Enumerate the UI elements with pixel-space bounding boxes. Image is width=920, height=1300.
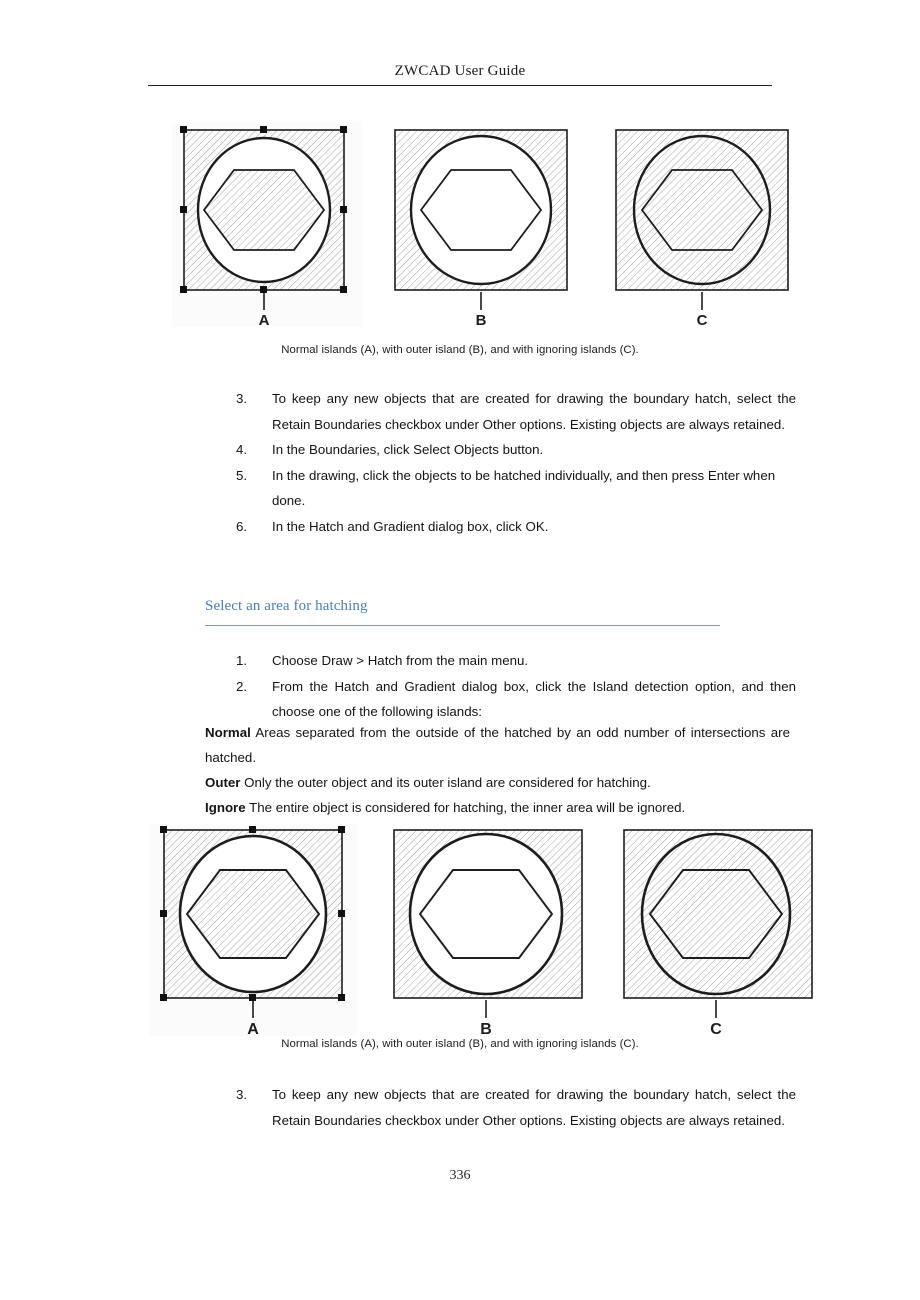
list-item-number: 5. — [236, 467, 248, 483]
list-item — [236, 514, 796, 540]
list-item-number: 3. — [236, 391, 248, 406]
figure-panel-label: B — [480, 1021, 492, 1036]
definition-text: Only the outer object and its outer island are considered for hatching. — [244, 775, 651, 790]
list-item — [236, 437, 796, 463]
list-item — [236, 463, 796, 514]
section-heading-divider — [205, 625, 720, 626]
header-title: ZWCAD User Guide — [394, 63, 526, 79]
figure-panel-c — [604, 122, 804, 327]
list-item-text: From the Hatch and Gradient dialog box, click the Island detection option, and then choose one of the following islands: — [272, 678, 796, 719]
figure-island-detection-top — [172, 122, 804, 327]
definition-outer — [205, 770, 790, 795]
figure-panel-c — [610, 824, 818, 1036]
steps-list-top — [236, 386, 796, 539]
figure-panel-label: A — [247, 1021, 259, 1036]
list-item-number: 6. — [236, 518, 248, 534]
definition-term: Normal — [205, 725, 251, 740]
list-item — [236, 386, 796, 437]
figure-island-detection-bottom — [150, 824, 818, 1036]
list-item-text: In the Hatch and Gradient dialog box, click OK. — [272, 518, 549, 534]
figure-panel-label: C — [710, 1021, 722, 1036]
figure-caption-top: Normal islands (A), with outer island (B), and with ignoring islands (C). — [281, 344, 639, 356]
steps-list-section — [236, 648, 796, 725]
list-item-number: 1. — [236, 653, 248, 668]
definition-text: The entire object is considered for hatching, the inner area will be ignored. — [249, 800, 686, 815]
page-number: 336 — [449, 1168, 471, 1183]
figure-panel-a — [172, 122, 362, 327]
figure-panel-label: B — [475, 312, 487, 327]
page-header — [148, 62, 772, 80]
figure-panel-b — [380, 824, 588, 1036]
list-item-number: 2. — [236, 678, 248, 694]
list-item-text: To keep any new objects that are created for drawing the boundary hatch, select the Retain Boundaries checkbox under Other options. Existing objects are always retained. — [272, 1087, 796, 1128]
figure-panel-b — [383, 122, 583, 327]
list-item-number: 4. — [236, 442, 248, 457]
definition-term: Outer — [205, 775, 241, 790]
section-heading: Select an area for hatching — [205, 598, 368, 614]
figure-panel-a — [150, 824, 358, 1036]
figure-caption-bottom: Normal islands (A), with outer island (B), and with ignoring islands (C). — [281, 1038, 639, 1050]
definition-text: Areas separated from the outside of the hatched by an odd number of intersections are hatched. — [205, 725, 790, 765]
list-item-text: In the Boundaries, click Select Objects button. — [272, 442, 544, 457]
figure-panel-label: A — [258, 312, 270, 327]
steps-list-bottom — [236, 1082, 796, 1133]
list-item-text: Choose Draw > Hatch from the main menu. — [272, 653, 529, 668]
list-item-number: 3. — [236, 1087, 248, 1102]
list-item-text: In the drawing, click the objects to be hatched individually, and then press Enter when done. — [272, 467, 776, 508]
list-item — [236, 674, 796, 725]
definition-ignore — [205, 795, 790, 820]
definition-normal — [205, 720, 790, 770]
list-item — [236, 648, 796, 674]
list-item-text: To keep any new objects that are created for drawing the boundary hatch, select the Retain Boundaries checkbox under Other options. Existing objects are always retained. — [272, 391, 796, 432]
figure-panel-label: C — [696, 312, 708, 327]
header-divider — [148, 85, 772, 86]
list-item — [236, 1082, 796, 1133]
definition-term: Ignore — [205, 800, 246, 815]
